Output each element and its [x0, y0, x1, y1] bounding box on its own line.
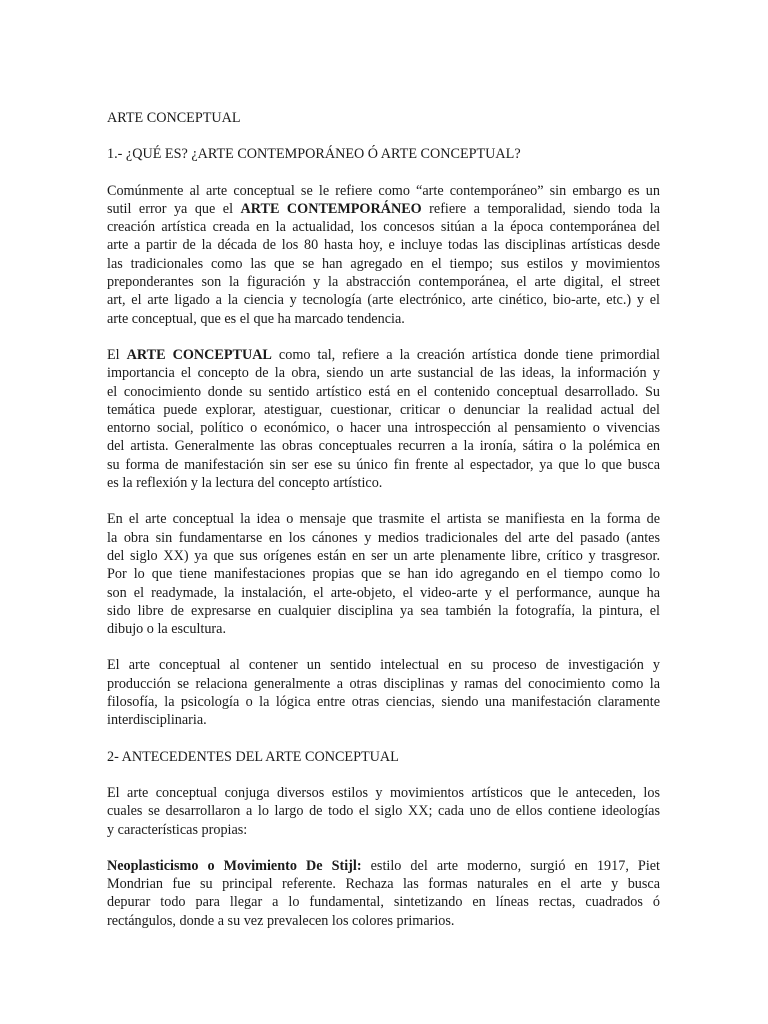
text-run: como tal, refiere a la creación artística donde tiene primordial — [271, 346, 660, 363]
paragraph-line: Por lo que tiene manifestaciones propias que se han ido agregando en el tiempo como lo — [107, 566, 660, 583]
paragraph-line: filosofía, la psicología o la lógica entre otras ciencias, siendo una manifestación claramente — [107, 694, 660, 711]
paragraph-line: arte a partir de la década de los 80 hasta hoy, e incluye todas las disciplinas artísticas desde — [107, 237, 660, 254]
paragraph-line: el conocimiento donde su sentido artístico está en el contenido conceptual desarrollado. Su — [107, 383, 660, 400]
paragraph-line — [107, 857, 660, 875]
paragraph-line: sido libre de expresarse en cualquier disciplina ya sea también la fotografía, la pintura, el — [107, 602, 660, 619]
paragraph-line: interdisciplinaria. — [107, 712, 207, 729]
paragraph-line: la obra sin fundamentarse en los cánones y medios tradicionales del arte del pasado (antes — [107, 529, 660, 546]
paragraph-line: del siglo XX) ya que sus orígenes están en ser un arte plenamente libre, crítico y trasgresor. — [107, 547, 660, 564]
bold-term: Neoplasticismo o Movimiento De Stijl: — [107, 857, 362, 874]
paragraph-line: del artista. Generalmente las obras conceptuales recurren a la ironía, sátira o la polémica en — [107, 438, 660, 455]
paragraph-line: art, el arte ligado a la ciencia y tecnología (arte electrónico, arte cinético, bio-arte, etc.) y el — [107, 292, 660, 309]
paragraph-line: En el arte conceptual la idea o mensaje que trasmite el artista se manifiesta en la forma de — [107, 511, 660, 528]
section-2-paragraph-2 — [107, 857, 660, 930]
paragraph-line: son el readymade, la instalación, el arte-objeto, el video-arte y el performance, aunque ha — [107, 584, 660, 601]
document-title: ARTE CONCEPTUAL — [107, 110, 241, 126]
text-run: sutil error ya que el — [107, 200, 241, 217]
paragraph-line: El arte conceptual al contener un sentido intelectual en su proceso de investigación y — [107, 657, 660, 674]
paragraph-line: arte conceptual, que es el que ha marcado tendencia. — [107, 310, 405, 327]
section-1-paragraph-3 — [107, 510, 660, 638]
paragraph-line — [107, 346, 660, 364]
section-1-heading: 1.- ¿QUÉ ES? ¿ARTE CONTEMPORÁNEO Ó ARTE CONCEPTUAL? — [107, 146, 521, 163]
document-page — [107, 109, 660, 930]
text-run: El — [107, 346, 127, 363]
section-2-paragraph-1 — [107, 784, 660, 839]
paragraph-line: El arte conceptual conjuga diversos estilos y movimientos artísticos que le anteceden, los — [107, 784, 660, 801]
paragraph-line: Comúnmente al arte conceptual se le refiere como “arte contemporáneo” sin embargo es un — [107, 182, 660, 199]
paragraph-line — [107, 200, 660, 218]
paragraph-line: su forma de manifestación sin ser ese su único fin frente al espectador, ya que lo que busca — [107, 456, 660, 473]
section-1-paragraph-4 — [107, 656, 660, 729]
paragraph-line: Mondrian fue su principal referente. Rechaza las formas naturales en el arte y busca — [107, 876, 660, 893]
paragraph-line: cuales se desarrollaron a lo largo de todo el siglo XX; cada uno de ellos contiene ideologías — [107, 803, 660, 820]
paragraph-line: producción se relaciona generalmente a otras disciplinas y ramas del conocimiento como la — [107, 675, 660, 692]
paragraph-line: rectángulos, donde a su vez prevalecen los colores primarios. — [107, 912, 455, 929]
paragraph-line: y características propias: — [107, 821, 248, 838]
text-run: estilo del arte moderno, surgió en 1917, Piet — [361, 857, 660, 874]
bold-term: ARTE CONTEMPORÁNEO — [240, 200, 422, 217]
paragraph-line: es la reflexión y la lectura del concepto artístico. — [107, 475, 383, 492]
section-1-paragraph-1 — [107, 182, 660, 328]
paragraph-line: creación artística creada en la actualidad, los concesos sitúan a la época contemporánea del — [107, 219, 660, 236]
section-1-paragraph-2 — [107, 346, 660, 492]
paragraph-line: las tradicionales como las que se han agregado en el tiempo; sus estilos y movimientos — [107, 255, 660, 272]
bold-term: ARTE CONCEPTUAL — [126, 346, 272, 363]
paragraph-line: preponderantes son la figuración y la abstracción contemporánea, el arte digital, el street — [107, 274, 660, 291]
section-2-heading: 2- ANTECEDENTES DEL ARTE CONCEPTUAL — [107, 748, 399, 765]
paragraph-line: dibujo o la escultura. — [107, 621, 226, 638]
paragraph-line: importancia el concepto de la obra, siendo un arte sustancial de las ideas, la información y — [107, 365, 660, 382]
text-run: refiere a temporalidad, siendo toda la — [421, 200, 660, 217]
paragraph-line: entorno social, político o económico, o hacer una introspección al pensamiento o vivencias — [107, 420, 660, 437]
paragraph-line: depurar todo para llegar a lo fundamental, sintetizando en líneas rectas, cuadrados ó — [107, 894, 660, 911]
paragraph-line: temática puede explorar, atestiguar, cuestionar, criticar o denunciar la realidad actual del — [107, 401, 660, 418]
